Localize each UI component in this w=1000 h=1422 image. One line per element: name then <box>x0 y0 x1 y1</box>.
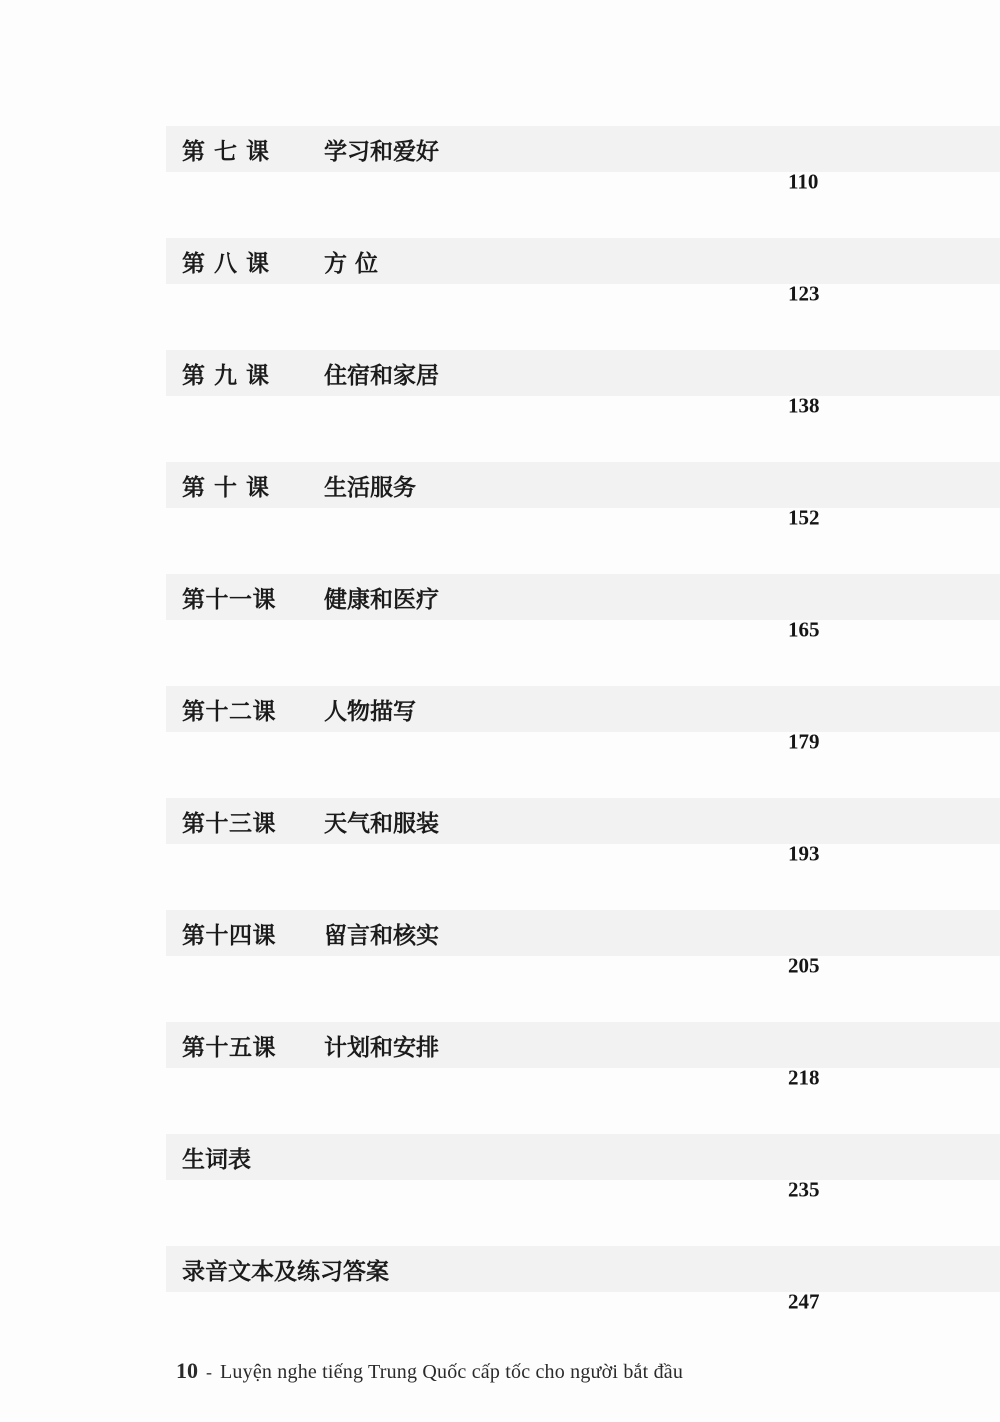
toc-entry-title: 住宿和家居 <box>324 362 439 389</box>
toc-entry-label: 第十三课 <box>182 810 276 837</box>
toc-row[interactable] <box>0 462 1000 574</box>
toc-entry[interactable] <box>166 798 1000 844</box>
toc-entry-label: 第十四课 <box>182 922 276 949</box>
toc-entry[interactable] <box>166 1134 1000 1180</box>
toc-entry-page-number: 193 <box>788 841 820 866</box>
toc-entry-page-number: 138 <box>788 393 820 418</box>
toc-entry-page-number: 123 <box>788 281 820 306</box>
toc-entry-label: 第十二课 <box>182 698 276 725</box>
toc-row[interactable] <box>0 238 1000 350</box>
toc-entry-page-number: 110 <box>788 169 819 194</box>
toc-row[interactable] <box>0 798 1000 910</box>
toc-entry-label: 第十一课 <box>182 586 276 613</box>
toc-entry-title: 录音文本及练习答案 <box>182 1258 389 1285</box>
toc-entry-title: 天气和服装 <box>324 810 439 837</box>
toc-entry-title: 生活服务 <box>324 474 416 501</box>
toc-row[interactable] <box>0 1022 1000 1134</box>
footer-book-title: Luyện nghe tiếng Trung Quốc cấp tốc cho người bắt đầu <box>220 1361 684 1383</box>
toc-entry-label: 第 八 课 <box>182 250 270 277</box>
table-of-contents <box>0 126 1000 1358</box>
page-footer <box>176 1358 683 1384</box>
toc-entry-title: 生词表 <box>182 1146 251 1173</box>
toc-row[interactable] <box>0 1246 1000 1358</box>
toc-row[interactable] <box>0 350 1000 462</box>
toc-entry-title: 学习和爱好 <box>324 138 439 165</box>
toc-entry[interactable] <box>166 910 1000 956</box>
toc-entry-title: 人物描写 <box>324 698 416 725</box>
toc-entry-title: 计划和安排 <box>324 1034 439 1061</box>
toc-entry-page-number: 179 <box>788 729 820 754</box>
toc-entry[interactable] <box>166 462 1000 508</box>
toc-row[interactable] <box>0 686 1000 798</box>
toc-entry[interactable] <box>166 126 1000 172</box>
footer-page-number: 10 <box>176 1358 198 1383</box>
toc-entry-page-number: 165 <box>788 617 820 642</box>
toc-entry-title: 方 位 <box>324 250 379 277</box>
toc-row[interactable] <box>0 910 1000 1022</box>
footer-separator: - <box>206 1362 212 1382</box>
toc-row[interactable] <box>0 574 1000 686</box>
toc-entry[interactable] <box>166 1246 1000 1292</box>
toc-entry[interactable] <box>166 574 1000 620</box>
toc-entry-label: 第 十 课 <box>182 474 270 501</box>
toc-entry[interactable] <box>166 350 1000 396</box>
toc-entry-page-number: 218 <box>788 1065 820 1090</box>
toc-entry-label: 第 七 课 <box>182 138 270 165</box>
toc-row[interactable] <box>0 1134 1000 1246</box>
toc-entry-page-number: 235 <box>788 1177 820 1202</box>
toc-entry[interactable] <box>166 1022 1000 1068</box>
toc-entry[interactable] <box>166 238 1000 284</box>
toc-entry-label: 第 九 课 <box>182 362 270 389</box>
toc-entry-page-number: 152 <box>788 505 820 530</box>
toc-entry-title: 健康和医疗 <box>324 586 439 613</box>
toc-row[interactable] <box>0 126 1000 238</box>
toc-entry[interactable] <box>166 686 1000 732</box>
toc-entry-page-number: 205 <box>788 953 820 978</box>
toc-entry-label: 第十五课 <box>182 1034 276 1061</box>
toc-entry-title: 留言和核实 <box>324 922 439 949</box>
toc-entry-page-number: 247 <box>788 1289 820 1314</box>
